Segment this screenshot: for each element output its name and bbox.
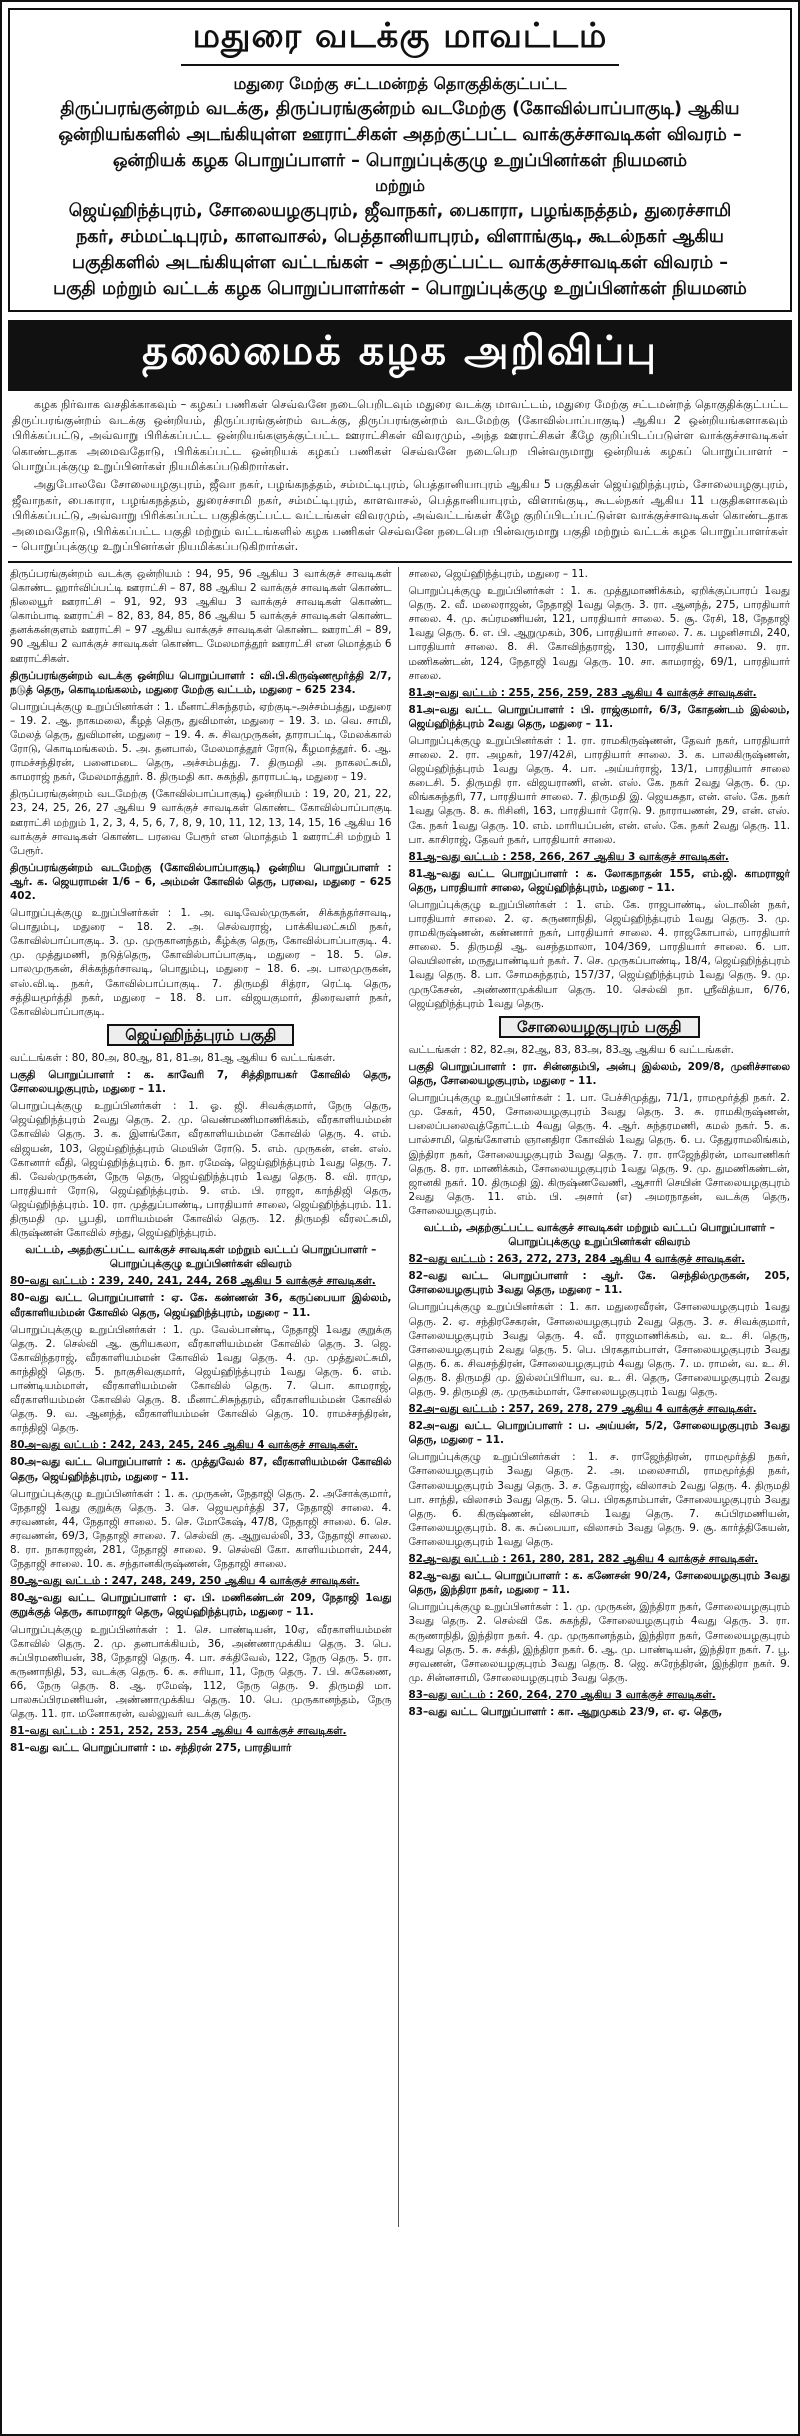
wards-list: வட்டங்கள் : 82, 82அ, 82ஆ, 83, 83அ, 83ஆ ஆகிய 6 வட்டங்கள். bbox=[408, 1043, 734, 1056]
ward-heading: 81ஆ–வது வட்டம் : 258, 266, 267 ஆகிய 3 வாக்குச் சாவடிகள். bbox=[408, 850, 729, 863]
announcement-banner: தலைமைக் கழக அறிவிப்பு bbox=[8, 320, 792, 391]
section-title-label: சோலையழகுபுரம் பகுதி bbox=[499, 1016, 700, 1038]
header-line: மதுரை மேற்கு சட்டமன்றத் தொகுதிக்குட்பட்ட bbox=[233, 74, 567, 93]
committee-members: பொறுப்புக்குழு உறுப்பினர்கள் : 1. க. முருகன், நேதாஜி தெரு. 2. அசோக்குமார், நேதாஜி 1வது குறுக்கு தெரு. 3. செ. ஜெயமூர்த்தி 37, நேதாஜி சாலை. 4. சரவணன், 44, நேதாஜி சாலை. 5. செ. மோகேஷ், 47/8, நேதாஜி சாலை. 6. செ. சரவணன், 69/3, நேதாஜி சாலை. 7. செல்வி கு. ஆறுவல்லி, 33, நேதாஜி சாலை. 8. ரா. நாகராஜன், 281, நேதாஜி சாலை. 9. செல்வி கோ. காளியம்மாள், 244, நேதாஜி சாலை. 10. க. சந்தானகிருஷ்ணன், நேதாஜி சாலை. bbox=[10, 1487, 392, 1571]
union-incharge: திருப்பரங்குன்றம் வடக்கு ஒன்றிய பொறுப்பாளர் : வி.பி.கிருஷ்ணமூர்த்தி 2/7, நடுத் தெரு, கொடிமங்கலம், மதுரை மேற்கு வட்டம், மதுரை – 625 234. bbox=[10, 669, 392, 696]
committee-members: பொறுப்புக்குழு உறுப்பினர்கள் : 1. ஓ. ஜி. சிவக்குமார், நேரு தெரு, ஜெய்ஹிந்த்புரம் 2வது தெரு. 2. மு. வெண்மணிமாணிக்கம், வீரகாளியம்மன் கோவில் தெரு. 3. க. இளங்கோ, வீரகாளியம்மன் கோவில் தெரு. 4. எம். விஜயன், 103, ஜெய்ஹிந்த்புரம் மெயின் ரோடு. 5. எம். முருகன், என். எஸ். கோனார் வீதி, ஜெய்ஹிந்த்புரம். 6. நா. ரமேஷ், ஜெய்ஹிந்த்புரம் 1வது தெரு. 7. கி. வேல்முருகன், நேரு தெரு, ஜெய்ஹிந்த்புரம் 1வது தெரு. 8. வி. ராமு, பாரதியார் ரோடு, ஜெய்ஹிந்த்புரம். 9. எம். பி. ராஜா, காந்திஜி தெரு, ஜெய்ஹிந்த்புரம். 10. ரா. முத்துப்பாண்டி, பாரதியார் சாலை, ஜெய்ஹிந்த்புரம். 11. திருமதி மு. பூபதி, மாரியம்மன் கோவில் தெரு. 12. திருமதி வீரலட்சுமி, கிருஷ்ணன் கோவில் சந்து, ஜெய்ஹிந்த்புரம். bbox=[10, 1100, 392, 1240]
ward-incharge: 81ஆ–வது வட்ட பொறுப்பாளர் : க. லோகநாதன் 155, எம்.ஜி. காமராஜர் தெரு, பாரதியார் சாலை, ஜெய்ஹிந்த்புரம், மதுரை – 11. bbox=[408, 867, 790, 894]
header-line: நகர், சம்மட்டிபுரம், காளவாசல், பெத்தானியாபுரம், விளாங்குடி, கூடல்நகர் ஆகிய bbox=[76, 227, 724, 247]
committee-members: பொறுப்புக்குழு உறுப்பினர்கள் : 1. ரா. ராமகிருஷ்ணன், தேவர் நகர், பாரதியார் சாலை. 2. ரா. அழகர், 197/42சி, பாரதியார் சாலை. 3. க. பாலகிருஷ்ணன், ஜெய்ஹிந்த்புரம் 1வது தெரு. 4. பா. அய்யர்ராஜ், 13/1, பாரதியார் சாலை கடைசி. 5. திருமதி ரா. விஜயராணி, என். எஸ். கே. நகர் 2வது தெரு. 6. மு. லிங்கசுந்தரி, 77, பாரதியார் சாலை. 7. திருமதி இ. ஜெயசுதா, என். எஸ். கே. நகர் 1வது தெரு. 8. சு. ரிசினி, 163, பாரதியார் ரோடு. 9. நாராயணன், 29, என். எஸ். கே. நகர் 1வது தெரு. 10. எம். மாரியப்பன், என். எஸ். கே. நகர் 2வது தெரு. 11. பா. காசிராஜ், தேவர் நகர், பாரதியார் சாலை. bbox=[408, 734, 790, 846]
committee-members: பொறுப்புக்குழு உறுப்பினர்கள் : 1. மீனாட்சிசுந்தரம், ஏற்குடி–அச்சம்பத்து, மதுரை – 19. 2. ஆ. நாகமலை, கீழத் தெரு, துவிமான், மதுரை – 19. 3. ம. வெ. சாமி, மேலத் தெரு, துவிமான், மதுரை – 19. 4. சு. சிவமுருகன், தாராபட்டி, மேலக்கால் ரோடு, கொடிமங்கலம். 5. அ. தனபால், மேலமாத்தூர் ரோடு, கீழமாத்தூர். 6. ஆ. ராமச்சந்திரன், பனைமடை தெரு, அச்சம்பத்து. 7. திருமதி அ. நாகலட்சுமி, காமராஜ் நகர், மேலமாத்தூர். 8. திருமதி கா. சுகந்தி, தாராபட்டி, மதுரை – 19. bbox=[10, 700, 392, 784]
header-line: ஒன்றியக் கழக பொறுப்பாளர் – பொறுப்புக்குழு உறுப்பினர்கள் நியமனம் bbox=[112, 151, 688, 171]
committee-members: பொறுப்புக்குழு உறுப்பினர்கள் : 1. செ. பாண்டியன், 10ஏ, வீரகாளியம்மன் கோவில் தெரு. 2. மு. தனபாக்கியம், 36, அண்ணாமுக்கிய தெரு. 3. பெ. சுப்பிரமணியன், 38, நேதாஜி தெரு. 4. பா. சக்திவேல், 122, நேரு தெரு. 5. ரா. கருணாநிதி, 53, வடக்கு தெரு. 6. க. சரியா, 11, நேரு தெரு. 7. பி. சுகேணை, 66, நேரு தெரு. 8. ஆ. ரமேஷ், 112, நேரு தெரு. 9. திருமதி மா. பாலசுப்பிரமணியன், அண்ணாமுக்கிய தெரு. 10. பெ. முருகானந்தம், நேரு தெரு. 11. ரா. மனோகரன், வல்லுவர் வடக்கு தெரு. bbox=[10, 1623, 392, 1721]
union-incharge: திருப்பரங்குன்றம் வடமேற்கு (கோவில்பாப்பாகுடி) ஒன்றிய பொறுப்பாளர் : ஆர். க. ஜெயராமன் 1/6 – 6, அம்மன் கோவில் தெரு, பரவை, மதுரை – 625 402. bbox=[10, 861, 392, 902]
ward-heading: 80–வது வட்டம் : 239, 240, 241, 244, 268 ஆகிய 5 வாக்குச் சாவடிகள். bbox=[10, 1275, 376, 1288]
continued-text: சாலை, ஜெய்ஹிந்த்புரம், மதுரை – 11. bbox=[408, 567, 588, 580]
divider bbox=[8, 561, 792, 563]
ward-incharge: 81அ–வது வட்ட பொறுப்பாளர் : பி. ராஜ்குமார், 6/3, கோதண்டம் இல்லம், ஜெய்ஹிந்த்புரம் 2வது தெரு, மதுரை – 11. bbox=[408, 703, 790, 730]
header-line: ஒன்றியங்களில் அடங்கியுள்ள ஊராட்சிகள் அதற்குட்பட்ட வாக்குச்சாவடிகள் விவரம் – bbox=[58, 125, 742, 145]
subsection-heading: வட்டம், அதற்குட்பட்ட வாக்குச் சாவடிகள் மற்றும் வட்டப் பொறுப்பாளர் – பொறுப்புக்குழு உறுப்பினர்கள் விவரம் bbox=[423, 1221, 775, 1249]
header-box bbox=[8, 8, 792, 312]
ward-heading: 81அ–வது வட்டம் : 255, 256, 259, 283 ஆகிய 4 வாக்குச் சாவடிகள். bbox=[408, 686, 757, 699]
intro-paragraph: அதுபோலவே சோலையழகுபுரம், ஜீவா நகர், பழங்கநத்தம், சம்மட்டிபுரம், பெத்தானியாபுரம் ஆகிய 5 பகுதிகள் ஜெய்ஹிந்த்புரம், சோலையழகுபுரம், ஜீவாநகர், பைகாரா, பழங்கநத்தம், துரைச்சாமி நகர், சம்மட்டிபுரம், காளவாசல், பெத்தானியாபுரம், விளாங்குடி, கூடல்நகர் ஆகிய 11 பகுதிகளாகவும் பிரிக்கப்பட்டு, அவ்வாறு பிரிக்கப்பட்ட பகுதிக்குட்பட்ட வட்டங்கள் விவரமும், அவ்வட்டங்கள் கீழே குறிப்பிடப்பட்டுள்ள வாக்குச்சாவடிகள் கொண்டதாக அமைவதோடு, பிரிக்கப்பட்ட பகுதி மற்றும் வட்டங்களில் கழக பணிகள் செவ்வனே நடைபெற பின்வருமாறு பகுதி மற்றும் வட்டக் கழக பொறுப்பாளர்கள் – பொறுப்புக்குழு உறுப்பினர்கள் நியமிக்கப்படுகிறார்கள். bbox=[12, 477, 788, 554]
committee-members: பொறுப்புக்குழு உறுப்பினர்கள் : 1. மு. முருகன், இந்திரா நகர், சோலையழகுபுரம் 3வது தெரு. 2. செல்வி கே. சுகந்தி, சோலையழகுபுரம் 4வது தெரு. 3. ரா. கருணாநிதி, இந்திரா நகர். 4. மு. முருகானந்தம், இந்திரா நகர், சோலையழகுபுரம் 4வது தெரு. 5. சு. சக்தி, இந்திரா நகர். 6. ஆ. மு. பாண்டியன், இந்திரா நகர். 7. பூ. சரவணன், சோலையழகுபுரம் 3வது தெரு. 8. ஜெ. சுரேந்திரன், இந்திரா நகர். 9. மு. சின்னசாமி, சோலையழகுபுரம் 3வது தெரு. bbox=[408, 1601, 790, 1684]
intro-text bbox=[12, 397, 788, 555]
ward-heading: 83–வது வட்டம் : 260, 264, 270 ஆகிய 3 வாக்குச் சாவடிகள். bbox=[408, 1688, 716, 1701]
union-wards: திருப்பரங்குன்றம் வடக்கு ஒன்றியம் : 94, 95, 96 ஆகிய 3 வாக்குச் சாவடிகள் கொண்ட ஹார்விப்பட்டி ஊராட்சி – 87, 88 ஆகிய 2 வாக்குச் சாவடிகள் கொண்ட நிலையூர் ஊராட்சி – 91, 92, 93 ஆகிய 3 வாக்குச் சாவடிகள் கொண்ட கொம்பாடி ஊராட்சி – 82, 83, 84, 85, 86 ஆகிய 5 வாக்குச் சாவடிகள் கொண்ட தனக்கன்குளம் ஊராட்சி – 97 ஆகிய வாக்குச் சாவடிகள் கொண்ட ஊராட்சி – 89, 90 ஆகிய 2 வாக்குச் சாவடிகள் கொண்ட மேலமாத்தூர் ஊராட்சி என மொத்தம் 6 ஊராட்சிகள். bbox=[10, 567, 392, 665]
ward-heading: 80அ–வது வட்டம் : 242, 243, 245, 246 ஆகிய 4 வாக்குச் சாவடிகள். bbox=[10, 1439, 359, 1452]
ward-heading: 80ஆ–வது வட்டம் : 247, 248, 249, 250 ஆகிய 4 வாக்குச் சாவடிகள். bbox=[10, 1575, 360, 1588]
ward-incharge: 81–வது வட்ட பொறுப்பாளர் : ம. சந்திரன் 275, பாரதியார் bbox=[10, 1742, 292, 1755]
header-line: மற்றும் bbox=[374, 176, 425, 195]
ward-incharge: 80–வது வட்ட பொறுப்பாளர் : ஏ. கே. கண்ணன் 36, கருப்பையா இல்லம், வீரகாளியம்மன் கோவில் தெரு, ஜெய்ஹிந்த்புரம், மதுரை – 11. bbox=[10, 1292, 392, 1319]
committee-members: பொறுப்புக்குழு உறுப்பினர்கள் : 1. பா. பேச்சிமுத்து, 71/1, ராமமூர்த்தி நகர். 2. மு. சேகர், 450, சோலையழகுபுரம் 3வது தெரு. 3. சு. ராமகிருஷ்ணன், பலைப்பலைவுத்தோட்டம் 4வது தெரு. 4. ஆர். சுந்தரமணி, கமல் நகர். 5. க. பால்சாமி, தெங்கோளம் ஞானதிரா கோவில் 1வது தெரு. 6. ப. தேதுராமலிங்கம், இந்திரா நகர், சோலையழகுபுரம் 3வது தெரு. 7. ரா. ராஜேந்திரன், மாவாணிகர் தெரு. 8. ரா. மாணிக்கம், சோலையழகுபுரம் 1வது தெரு. 9. மு. துமணிகண்டன், ஜானகி நகர். 10. திருமதி இ. கிருஷ்ணவேணி, ஆசாரி செயின் சோலையழகுபுரம் 2வது தெரு. 11. எம். பி. அசார் (எ) அமரநாதன், வடக்கு தெரு, சோலையழகுபுரம். bbox=[408, 1092, 790, 1217]
header-line: திருப்பரங்குன்றம் வடக்கு, திருப்பரங்குன்றம் வடமேற்கு (கோவில்பாப்பாகுடி) ஆகிய bbox=[60, 99, 740, 119]
ward-incharge: 80ஆ–வது வட்ட பொறுப்பாளர் : ஏ. பி. மணிகண்டன் 209, நேதாஜி 1வது குறுக்குத் தெரு, காமராஜர் தெரு, ஜெய்ஹிந்த்புரம், மதுரை – 11. bbox=[10, 1592, 392, 1619]
ward-incharge: 82ஆ–வது வட்ட பொறுப்பாளர் : க. கணேசன் 90/24, சோலையழகுபுரம் 3வது தெரு, இந்திரா நகர், மதுரை – 11. bbox=[408, 1570, 790, 1597]
ward-heading: 82ஆ–வது வட்டம் : 261, 280, 281, 282 ஆகிய 4 வாக்குச் சாவடிகள். bbox=[408, 1553, 759, 1566]
area-incharge: பகுதி பொறுப்பாளர் : ரா. சின்னதம்பி, அன்பு இல்லம், 209/8, முனிச்சாலை தெரு, சோலையழகுபுரம், மதுரை – 11. bbox=[408, 1060, 790, 1088]
section-title bbox=[10, 1024, 392, 1046]
district-title: மதுரை வடக்கு மாவட்டம் bbox=[181, 16, 620, 66]
section-title-label: ஜெய்ஹிந்த்புரம் பகுதி bbox=[107, 1024, 294, 1046]
ward-incharge: 83–வது வட்ட பொறுப்பாளர் : கா. ஆறுமுகம் 23/9, எ. ஏ. தெரு, bbox=[408, 1705, 723, 1718]
right-column bbox=[409, 567, 791, 2227]
section-title bbox=[409, 1016, 791, 1038]
ward-heading: 81–வது வட்டம் : 251, 252, 253, 254 ஆகிய 4 வாக்குச் சாவடிகள். bbox=[10, 1725, 347, 1738]
committee-members: பொறுப்புக்குழு உறுப்பினர்கள் : 1. அ. வடிவேல்முருகன், சிக்கந்தர்சாவடி, பொதும்பு, மதுரை – 18. 2. அ. செல்வராஜ், பாக்கியலட்சுமி நகர், கோவில்பாப்பாகுடி. 3. மு. முருகானந்தம், கீழ்க்கு தெரு, கோவில்பாப்பாகுடி. 4. மு. முத்துமணி, நடுத்தெரு, கோவில்பாப்பாகுடி, மதுரை – 18. 5. செ. பாலமுருகன், சிக்கந்தர்சாவடி, பொதும்பு, மதுரை – 18. 6. அ. பாலமுருகன், எஸ்.வி.டி. நகர், கோவில்பாப்பாகுடி. 7. திருமதி சித்ரா, ரெட்டி தெரு, சத்தியமூர்த்தி நகர், மதுரை – 18. 8. பா. விஜயகுமார், திரைவளர் நகர், கோவில்பாப்பாகுடி. bbox=[10, 907, 392, 1018]
union-wards: திருப்பரங்குன்றம் வடமேற்கு (கோவில்பாப்பாகுடி) ஒன்றியம் : 19, 20, 21, 22, 23, 24, 25, 26, 27 ஆகிய 9 வாக்குச் சாவடிகள் கொண்ட கோவில்பாப்பாகுடி ஊராட்சி மற்றும் 1, 2, 3, 4, 5, 6, 7, 8, 9, 10, 11, 12, 13, 14, 15, 16 ஆகிய 16 வாக்குச் சாவடிகள் கொண்ட பரவை பேரூர் என மொத்தம் 1 ஊராட்சி மற்றும் 1 பேரூர். bbox=[10, 788, 392, 857]
subsection-heading: வட்டம், அதற்குட்பட்ட வாக்குச் சாவடிகள் மற்றும் வட்டப் பொறுப்பாளர் – பொறுப்புக்குழு உறுப்பினர்கள் விவரம் bbox=[25, 1244, 377, 1271]
ward-heading: 82அ–வது வட்டம் : 257, 269, 278, 279 ஆகிய 4 வாக்குச் சாவடிகள். bbox=[408, 1403, 757, 1416]
header-line: பகுதி மற்றும் வட்டக் கழக பொறுப்பாளர்கள் – பொறுப்புக்குழு உறுப்பினர்கள் நியமனம் bbox=[53, 279, 747, 299]
left-column bbox=[10, 567, 399, 2227]
committee-members: பொறுப்புக்குழு உறுப்பினர்கள் : 1. எம். கே. ராஜபாண்டி, ஸ்டாலின் நகர், பாரதியார் சாலை. 2. ஏ. சுருணாநிதி, ஜெய்ஹிந்த்புரம் 1வது தெரு. 3. மு. ராமகிருஷ்ணன், கண்ணார் நகர், பாரதியார் சாலை. 4. ராஜகோபால், பாரதியார் சாலை. 5. திருமதி ஆ. வசந்தமாலா, 104/369, பாரதியார் சாலை. 6. பா. வெயிலான், மருதுபாண்டியர் நகர். 7. செ. முருகப்பாண்டி, 18/4, ஜெய்ஹிந்த்புரம் 1வது தெரு. 8. பா. சோமசுந்தரம், 157/37, ஜெய்ஹிந்த்புரம் 1வது தெரு. 9. மு. முருகேசன், அண்ணாமுக்கியா தெரு. 10. செல்வி நா. ஸ்ரீவித்யா, 6/76, ஜெய்ஹிந்த்புரம் 1வது தெரு. bbox=[408, 899, 790, 1010]
area-incharge: பகுதி பொறுப்பாளர் : க. காவேரி 7, சித்திநாயகர் கோவில் தெரு, சோலையழகுபுரம், மதுரை – 11. bbox=[10, 1069, 392, 1096]
committee-members: பொறுப்புக்குழு உறுப்பினர்கள் : 1. கா. மதுரைவீரன், சோலையழகுபுரம் 1வது தெரு. 2. ஏ. சந்திரசேகரன், சோலையழகுபுரம் 2வது தெரு. 3. ச. சிவக்குமார், சோலையழகுபுரம் 3வது தெரு. 4. வீ. ராஜமாணிக்கம், வ. உ. சி. தெரு, சோலையழகுபுரம் 2வது தெரு. 5. பெ. பிரகதாம்பாள், சோலையழகுபுரம் 3வது தெரு. 6. க. சிவசந்திரன், சோலையழகுபுரம் 4வது தெரு. 7. ம. ராமன், வ. உ. சி. தெரு. 8. திருமதி மு. இல்லப்பிரியா, வ. உ. சி. தெரு, சோலையழகுபுரம் 2வது தெரு. 9. திருமதி கு. முருகம்மாள், சோலையழகுபுரம் 1வது தெரு. bbox=[408, 1301, 790, 1398]
ward-incharge: 80அ–வது வட்ட பொறுப்பாளர் : க. முத்துவேல் 87, வீரகாளியம்மன் கோவில் தெரு, ஜெய்ஹிந்த்புரம், மதுரை – 11. bbox=[10, 1456, 392, 1483]
committee-members: பொறுப்புக்குழு உறுப்பினர்கள் : 1. மு. வேல்பாண்டி, நேதாஜி 1வது குறுக்கு தெரு. 2. செல்வி ஆ. சூரியகலா, வீரகாளியம்மன் கோவில் தெரு. 3. ஜெ. கோவிந்தராஜ், வீரகாளியம்மன் கோவில் 1வது தெரு. 4. மு. முத்துலட்சுமி, காந்திஜி தெரு. 5. நாகுசிவகுமார், ஜெய்ஹிந்த்புரம் 1வது தெரு. 6. எம். பாண்டியம்மாள், வீரகாளியம்மன் கோவில் தெரு. 7. பொ. காமராஜ், வீரகாளியம்மன் கோவில் தெரு. 8. மீனாட்சிசுந்தரம், வீரகாளியம்மன் கோவில் தெரு. 9. வ. ஆனந்த், வீரகாளியம்மன் கோவில் தெரு. 10. ராமச்சந்திரன், காந்திஜி தெரு. bbox=[10, 1323, 392, 1435]
intro-paragraph: கழக நிர்வாக வசதிக்காகவும் – கழகப் பணிகள் செவ்வனே நடைபெறிடவும் மதுரை வடக்கு மாவட்டம், மதுரை மேற்கு சட்டமன்றத் தொகுதிக்குட்பட்ட திருப்பரங்குன்றம் வடக்கு ஒன்றியம், திருப்பரங்குன்றம் வடக்கு, திருப்பரங்குன்றம் வடமேற்கு (கோவில்பாப்பாகுடி) ஆகிய 2 ஒன்றியங்களாகவும் பிரிக்கப்பட்டு, அவ்வாறு பிரிக்கப்பட்ட ஒன்றியங்களுக்குட்பட்ட ஊராட்சிகள் விவரமும், அந்த ஊராட்சிகள் கீழே குறிப்பிடப்படுள்ள வாக்குச்சாவடிகள் கொண்டதாக அமைவதோடு, பிரிக்கப்பட்ட ஒன்றியக் கழகப் பணிகள் செவ்வனே நடைபெற பின்வருமாறு ஒன்றியக் கழகப் பொறுப்பாளர் – பொறுப்புக்குழு உறுப்பினர்கள் நியமிக்கப்படுகிறார்கள். bbox=[12, 398, 788, 474]
header-line: ஜெய்ஹிந்த்புரம், சோலையழகுபுரம், ஜீவாநகர், பைகாரா, பழங்கநத்தம், துரைச்சாமி bbox=[68, 201, 732, 221]
header-line: பகுதிகளில் அடங்கியுள்ள வட்டங்கள் – அதற்குட்பட்ட வாக்குச்சாவடிகள் விவரம் – bbox=[71, 253, 729, 273]
ward-heading: 82–வது வட்டம் : 263, 272, 273, 284 ஆகிய 4 வாக்குச் சாவடிகள். bbox=[408, 1253, 745, 1266]
ward-incharge: 82–வது வட்ட பொறுப்பாளர் : ஆர். கே. செந்தில்முருகன், 205, சோலையழகுபுரம் 3வது தெரு, மதுரை – 11. bbox=[408, 1270, 790, 1297]
committee-members: பொறுப்புக்குழு உறுப்பினர்கள் : 1. ச. ராஜேந்திரன், ராமமூர்த்தி நகர், சோலையழகுபுரம் 3வது தெரு. 2. அ. மலைசாமி, ராமமூர்த்தி நகர், சோலையழகுபுரம் 3வது தெரு. 3. ச. தேவராஜ், விலாசம் 2வது தெரு. 4. திருமதி பா. சாந்தி, விலாசம் 3வது தெரு. 5. பெ. பிரகதாம்பாள், சோலையழகுபுரம் 3வது தெரு. 6. கிருஷ்ணன், விலாசம் 1வது தெரு. 7. சுப்பிரமணியன், சோலையழகுபுரம். 8. க. சுப்பையா, விலாசம் 3வது தெரு. 9. சூ. கார்த்திகேயன், சோலையழகுபுரம் 1வது தெரு. bbox=[408, 1451, 790, 1548]
wards-list: வட்டங்கள் : 80, 80அ, 80ஆ, 81, 81அ, 81ஆ ஆகிய 6 வட்டங்கள். bbox=[10, 1051, 336, 1064]
ward-incharge: 82அ–வது வட்ட பொறுப்பாளர் : ப. அய்யன், 5/2, சோலையழகுபுரம் 3வது தெரு, மதுரை – 11. bbox=[408, 1420, 790, 1447]
committee-members: பொறுப்புக்குழு உறுப்பினர்கள் : 1. க. முத்துமாணிக்கம், ஏறிக்குப்பாரப் 1வது தெரு. 2. வீ. மலைராஜன், நேதாஜி 1வது தெரு. 3. ரா. ஆனந்த், 275, பாரதியார் சாலை. 4. மு. சுப்ரமணியன், 121, பாரதியார் சாலை. 5. சூ. ரேசி, 18, நேதாஜி 1வது தெரு. 6. எ. பி. ஆறுமுகம், 306, பாரதியார் சாலை. 7. க. பழனிசாமி, 240, பாரதியார் சாலை. 8. சி. கோவிந்தராஜ், 130, பாரதியார் சாலை. 9. ரா. மணிகண்டன், 124, நேதாஜி 1வது தெரு. 10. சா. காமராஜ், 69/1, பாரதியார் சாலை. bbox=[408, 585, 790, 682]
content-columns bbox=[10, 567, 790, 2227]
